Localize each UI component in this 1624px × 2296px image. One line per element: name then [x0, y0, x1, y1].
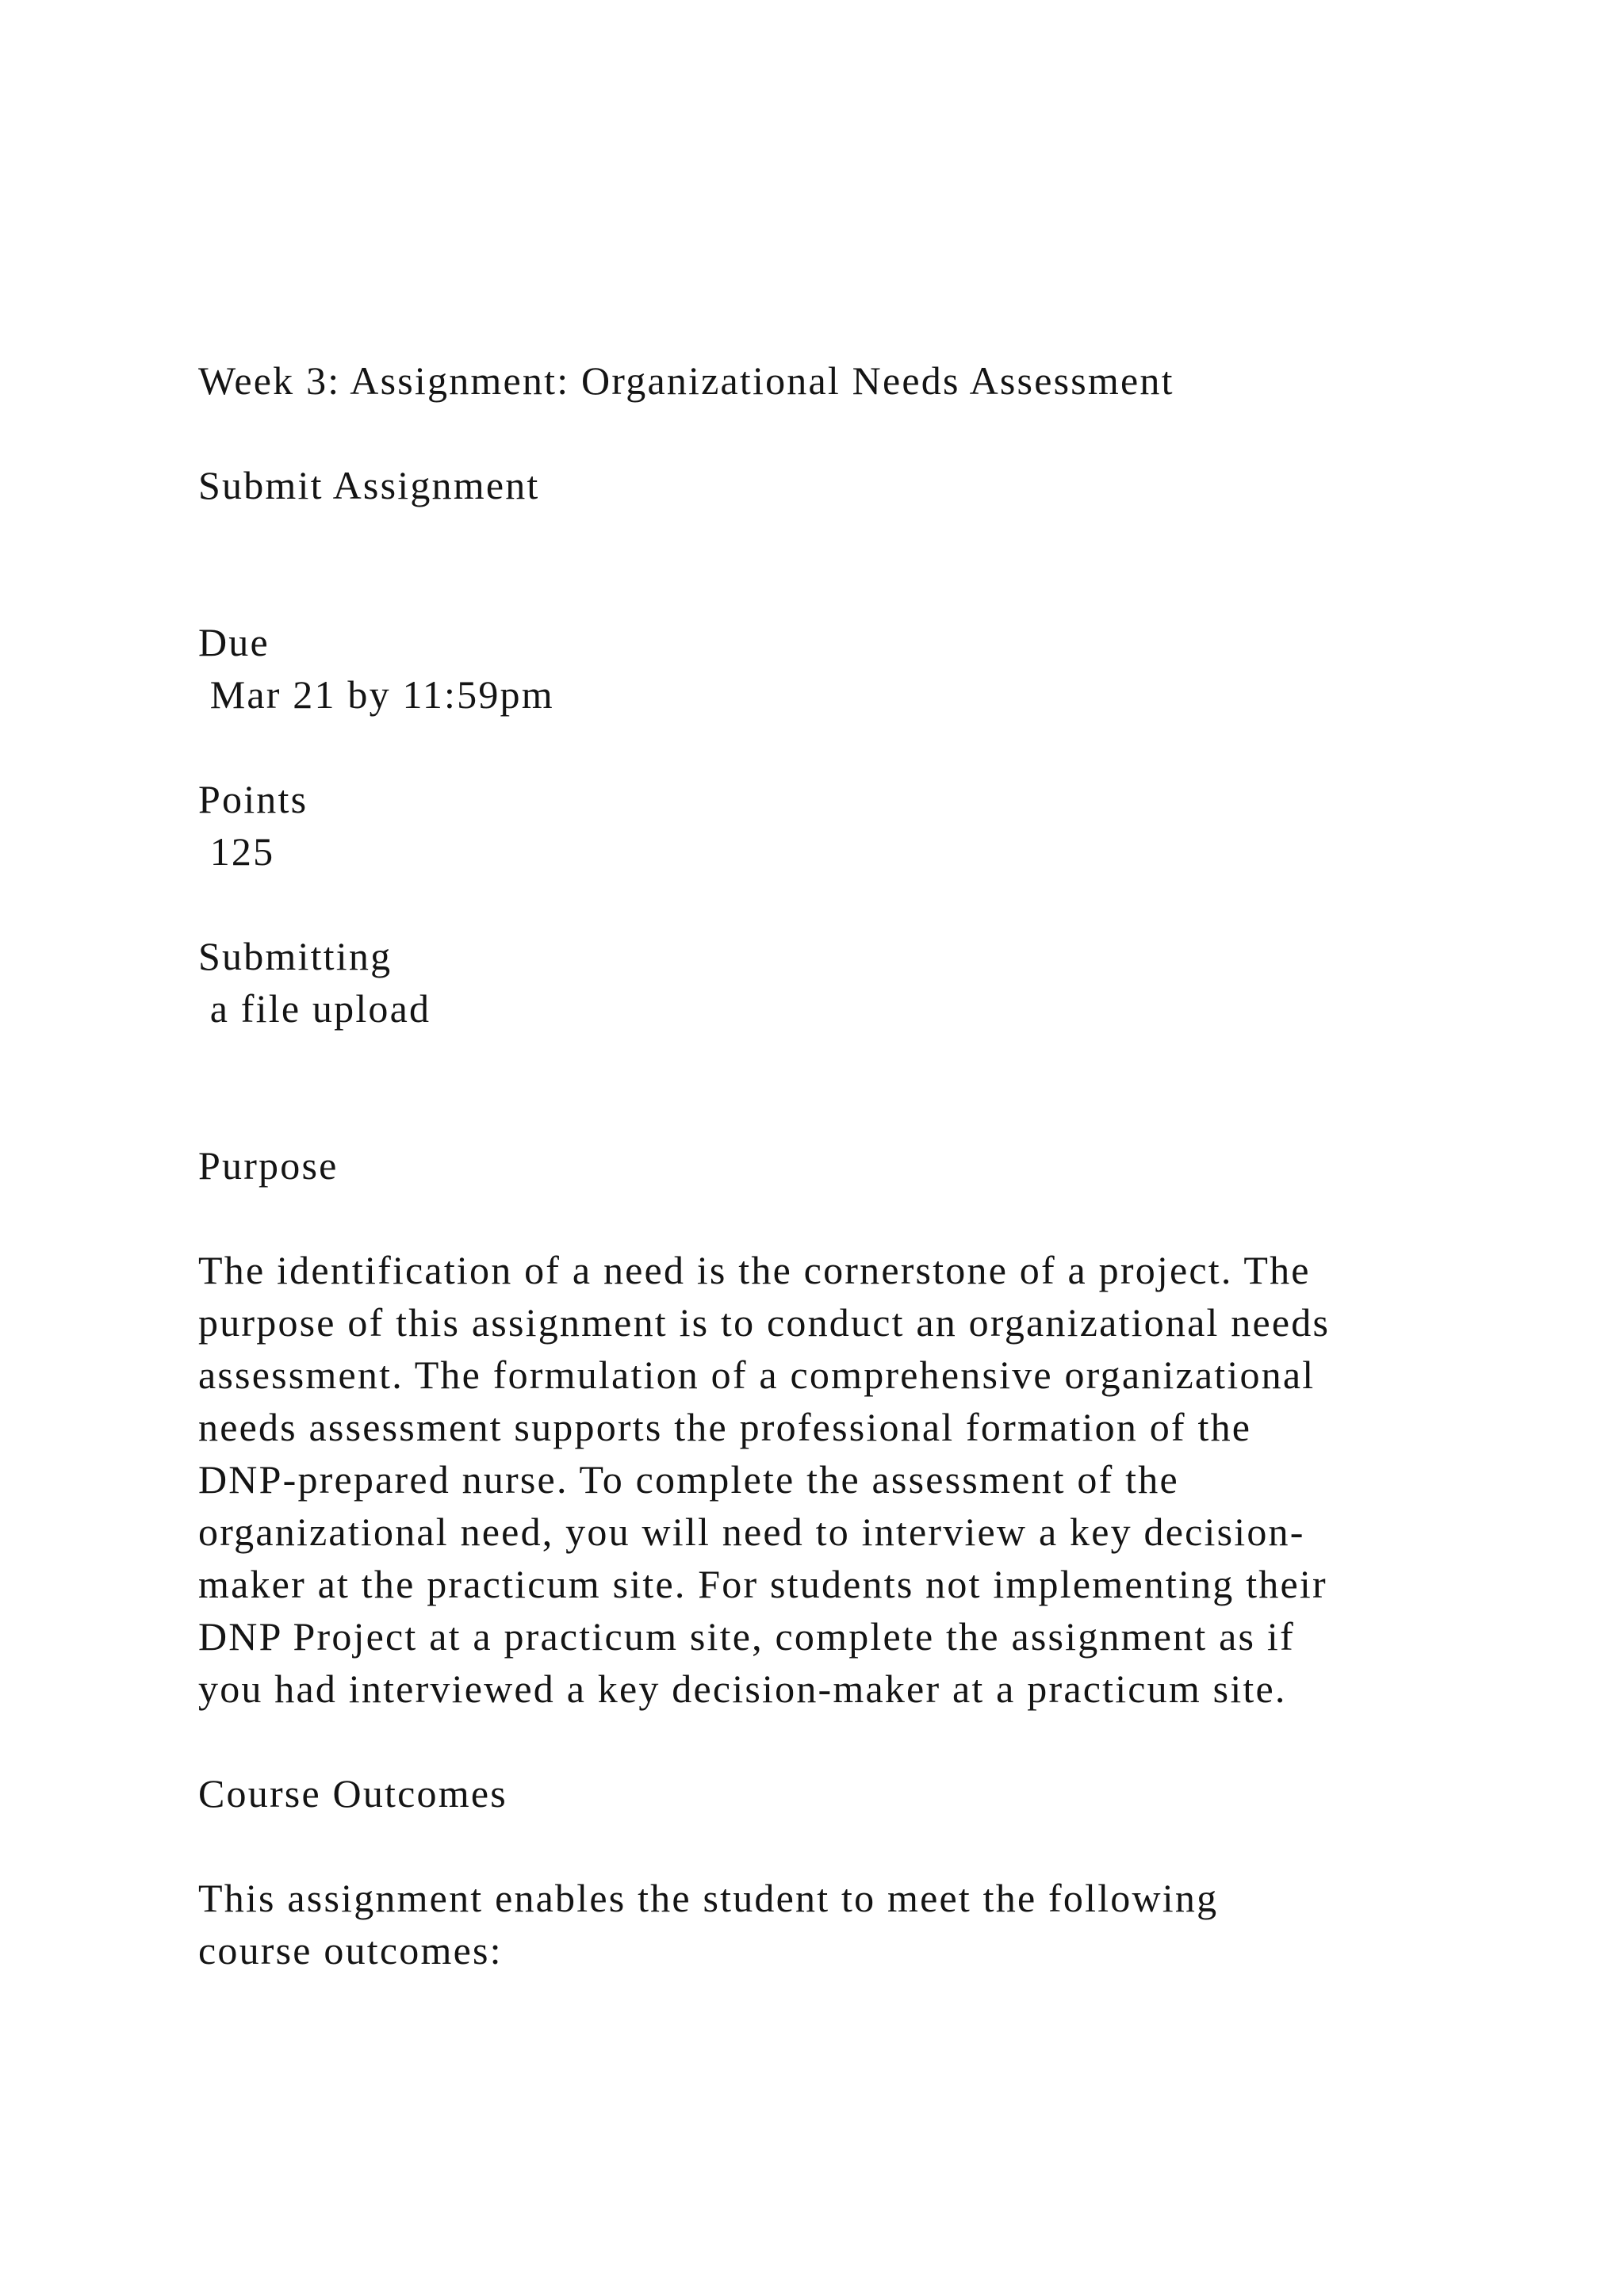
purpose-line: maker at the practicum site. For students not implementing their: [198, 1562, 1327, 1606]
purpose-line: DNP Project at a practicum site, complete the assignment as if: [198, 1614, 1295, 1659]
purpose-line: purpose of this assignment is to conduct an organizational needs: [198, 1300, 1331, 1345]
course-outcomes-paragraph: [198, 1872, 1218, 1976]
assignment-title: Week 3: Assignment: Organizational Needs Assessment: [198, 358, 1174, 403]
course-outcomes-line: This assignment enables the student to meet the following: [198, 1876, 1219, 1920]
purpose-paragraph: [198, 1244, 1330, 1715]
due-label: Due: [198, 620, 270, 664]
purpose-line: needs assessment supports the professional formation of the: [198, 1405, 1252, 1449]
submitting-value: a file upload: [198, 986, 431, 1031]
submit-assignment-link[interactable]: Submit Assignment: [198, 463, 540, 507]
purpose-heading: Purpose: [198, 1143, 339, 1188]
purpose-line: The identification of a need is the cornerstone of a project. The: [198, 1248, 1311, 1292]
points-label: Points: [198, 777, 308, 821]
submitting-label: Submitting: [198, 934, 393, 978]
due-value: Mar 21 by 11:59pm: [198, 672, 554, 717]
points-value: 125: [198, 829, 275, 874]
purpose-line: you had interviewed a key decision-maker at a practicum site.: [198, 1667, 1287, 1711]
purpose-line: DNP-prepared nurse. To complete the assessment of the: [198, 1457, 1179, 1502]
course-outcomes-heading: Course Outcomes: [198, 1771, 508, 1816]
course-outcomes-line: course outcomes:: [198, 1928, 503, 1973]
purpose-line: organizational need, you will need to interview a key decision-: [198, 1510, 1305, 1554]
purpose-line: assessment. The formulation of a comprehensive organizational: [198, 1353, 1316, 1397]
